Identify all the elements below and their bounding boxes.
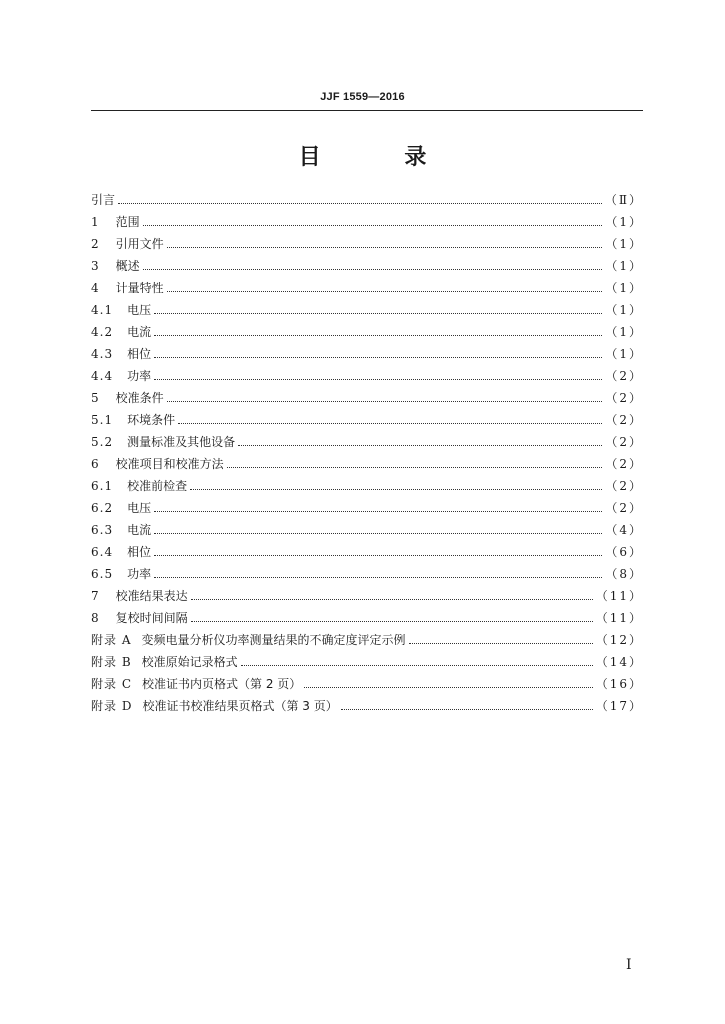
toc-entry-title: 计量特性	[115, 281, 164, 295]
toc-entry-number: 4.1	[91, 303, 114, 317]
toc-entry	[91, 299, 643, 321]
toc-entry-number: 7	[91, 589, 100, 603]
dot-leader	[154, 511, 602, 512]
page-number: I	[626, 957, 632, 973]
toc-entry	[91, 409, 643, 431]
toc-entry	[91, 585, 643, 607]
dot-leader	[241, 665, 593, 666]
toc-entry-number: 4.4	[91, 369, 114, 383]
toc-entry-title: 概述	[115, 259, 140, 273]
toc-entry-title: 功率	[127, 567, 152, 581]
toc-entry-title: 测量标准及其他设备	[127, 435, 236, 449]
toc-entry-number: 6	[91, 457, 100, 471]
dot-leader	[191, 599, 593, 600]
toc-entry-page: （11）	[595, 611, 643, 625]
toc-entry-number: 4.2	[91, 325, 114, 339]
dot-leader	[191, 621, 593, 622]
toc-entry	[91, 255, 643, 277]
toc-entry-number: 8	[91, 611, 100, 625]
toc-entry	[91, 277, 643, 299]
dot-leader	[167, 291, 603, 292]
toc-entry-number: 附录 D	[91, 699, 133, 713]
toc-entry-page: （4）	[605, 523, 643, 537]
toc-entry-title: 校准条件	[115, 391, 164, 405]
toc-entry-number: 2	[91, 237, 100, 251]
dot-leader	[167, 247, 603, 248]
toc-entry	[91, 673, 643, 695]
toc-entry	[91, 629, 643, 651]
toc-entry	[91, 497, 643, 519]
toc-entry	[91, 189, 643, 211]
toc-entry	[91, 321, 643, 343]
toc-entry	[91, 211, 643, 233]
toc-entry-page: （1）	[605, 303, 643, 317]
dot-leader	[409, 643, 593, 644]
dot-leader	[154, 533, 602, 534]
toc-entry-page: （14）	[595, 655, 643, 669]
toc-entry-page: （16）	[595, 677, 643, 691]
toc-entry-page: （1）	[605, 325, 643, 339]
toc-entry-title: 范围	[115, 215, 140, 229]
toc-entry-title: 校准前检查	[127, 479, 188, 493]
toc-entry-title: 电压	[127, 501, 152, 515]
toc-entry-page: （11）	[595, 589, 643, 603]
toc-entry	[91, 475, 643, 497]
dot-leader	[341, 709, 593, 710]
toc-entry-page: （1）	[605, 347, 643, 361]
toc-entry-number: 6.4	[91, 545, 114, 559]
toc-entry-title: 电压	[127, 303, 152, 317]
dot-leader	[154, 555, 602, 556]
toc-entry-number: 5.2	[91, 435, 114, 449]
toc-entry-page: （2）	[605, 413, 643, 427]
toc-entry-page: （Ⅱ）	[604, 193, 643, 207]
toc-entry-page: （2）	[605, 369, 643, 383]
dot-leader	[154, 577, 602, 578]
dot-leader	[167, 401, 603, 402]
toc-entry-title: 校准结果表达	[115, 589, 188, 603]
dot-leader	[143, 225, 603, 226]
toc-entry-page: （2）	[605, 479, 643, 493]
toc-entry-number: 4.3	[91, 347, 114, 361]
toc-entry	[91, 563, 643, 585]
toc-entry	[91, 519, 643, 541]
toc-entry-page: （8）	[605, 567, 643, 581]
toc-entry-page: （2）	[605, 501, 643, 515]
toc-entry-page: （1）	[605, 259, 643, 273]
toc-entry-page: （1）	[605, 281, 643, 295]
toc-entry-page: （1）	[605, 215, 643, 229]
toc-entry-page: （17）	[595, 699, 643, 713]
dot-leader	[227, 467, 603, 468]
toc-entry-number: 附录 B	[91, 655, 132, 669]
toc-entry-title: 功率	[127, 369, 152, 383]
toc-entry-page: （2）	[605, 457, 643, 471]
table-of-contents	[91, 189, 643, 717]
toc-entry-number: 1	[91, 215, 100, 229]
toc-entry	[91, 387, 643, 409]
dot-leader	[143, 269, 603, 270]
toc-entry-page: （6）	[605, 545, 643, 559]
toc-entry-title: 环境条件	[127, 413, 176, 427]
toc-entry-page: （12）	[595, 633, 643, 647]
toc-entry	[91, 695, 643, 717]
toc-entry	[91, 233, 643, 255]
toc-entry-title: 校准证书内页格式（第 2 页）	[142, 677, 302, 691]
toc-entry-number: 6.2	[91, 501, 114, 515]
toc-entry-number: 6.1	[91, 479, 114, 493]
toc-entry-title: 引用文件	[115, 237, 164, 251]
toc-entry-number: 6.3	[91, 523, 114, 537]
toc-entry-title: 电流	[127, 523, 152, 537]
header-divider	[91, 110, 643, 111]
toc-entry-number: 6.5	[91, 567, 114, 581]
toc-entry-title: 复校时间间隔	[115, 611, 188, 625]
toc-entry-title: 引言	[91, 193, 116, 207]
dot-leader	[154, 335, 602, 336]
toc-entry-title: 相位	[127, 545, 152, 559]
toc-entry-page: （2）	[605, 391, 643, 405]
toc-entry	[91, 365, 643, 387]
toc-entry	[91, 453, 643, 475]
toc-entry-title: 校准证书校准结果页格式（第 3 页）	[142, 699, 338, 713]
toc-entry-title: 电流	[127, 325, 152, 339]
dot-leader	[154, 379, 602, 380]
toc-entry-title: 相位	[127, 347, 152, 361]
toc-entry-number: 5.1	[91, 413, 114, 427]
toc-entry-title: 校准原始记录格式	[141, 655, 238, 669]
dot-leader	[178, 423, 602, 424]
dot-leader	[190, 489, 602, 490]
toc-entry-number: 附录 A	[91, 633, 132, 647]
toc-entry	[91, 541, 643, 563]
toc-entry	[91, 431, 643, 453]
toc-entry-number: 3	[91, 259, 100, 273]
dot-leader	[118, 203, 602, 204]
toc-entry-page: （1）	[605, 237, 643, 251]
toc-entry-title: 校准项目和校准方法	[115, 457, 224, 471]
toc-entry-number: 5	[91, 391, 100, 405]
dot-leader	[154, 357, 602, 358]
page-title: 目 录	[298, 145, 465, 170]
toc-entry-number: 附录 C	[91, 677, 132, 691]
toc-entry-number: 4	[91, 281, 100, 295]
toc-entry	[91, 651, 643, 673]
toc-entry	[91, 343, 643, 365]
toc-entry	[91, 607, 643, 629]
dot-leader	[304, 687, 592, 688]
dot-leader	[238, 445, 602, 446]
toc-entry-title: 变频电量分析仪功率测量结果的不确定度评定示例	[141, 633, 406, 647]
toc-entry-page: （2）	[605, 435, 643, 449]
document-code: JJF 1559—2016	[320, 91, 405, 103]
dot-leader	[154, 313, 602, 314]
